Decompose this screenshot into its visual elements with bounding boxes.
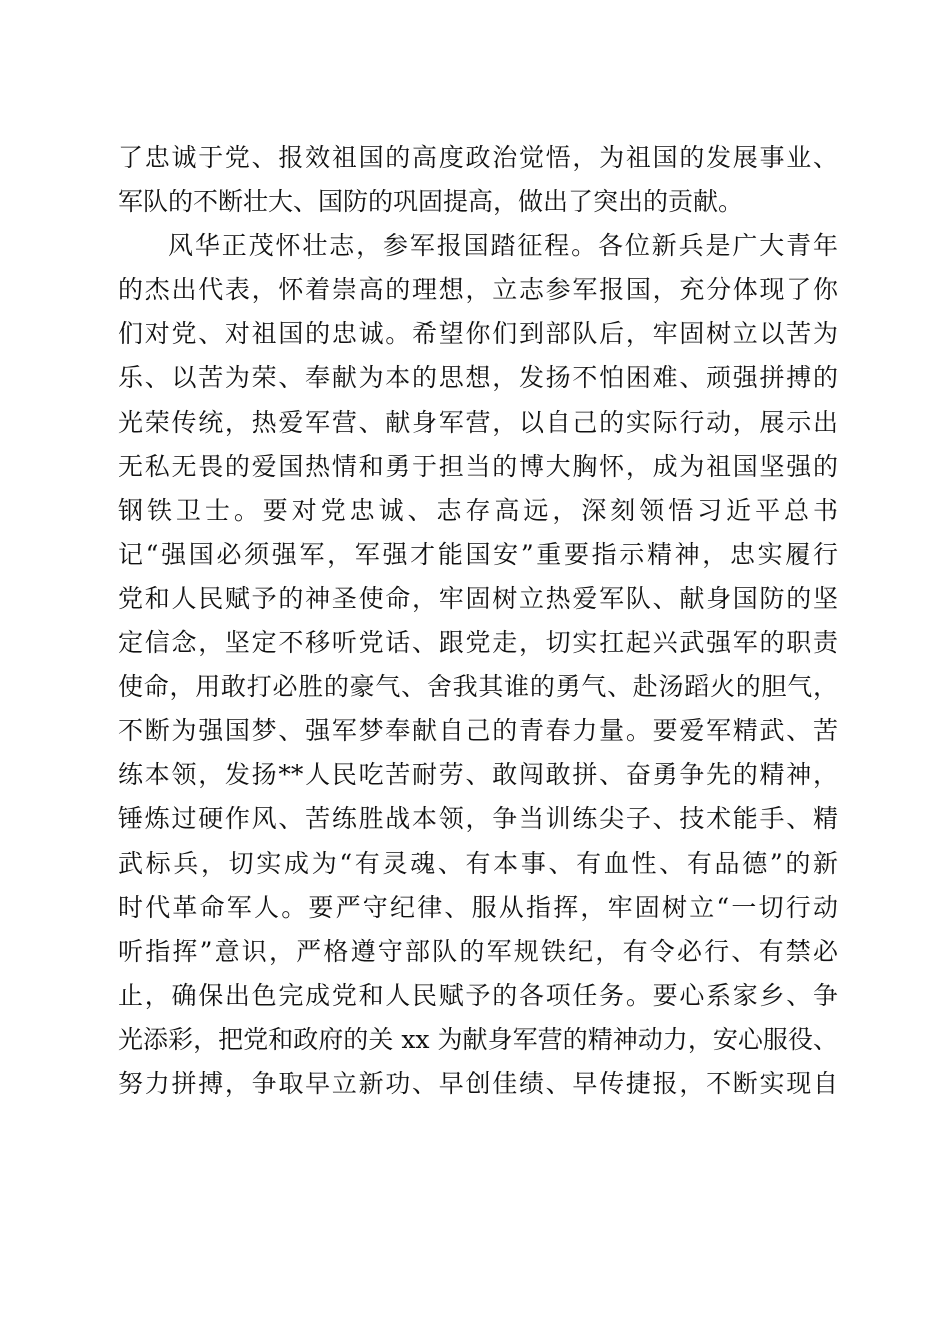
paragraph-line: 不断为强国梦、强军梦奉献自己的青春力量。要爱军精武、苦: [118, 716, 838, 746]
paragraph-line: 使命，用敢打必胜的豪气、舍我其谁的勇气、赴汤蹈火的胆气，: [118, 672, 838, 702]
paragraph-line: 止，确保出色完成党和人民赋予的各项任务。要心系家乡、争: [118, 980, 838, 1010]
paragraph-line: 光荣传统，热爱军营、献身军营，以自己的实际行动，展示出: [118, 407, 838, 437]
paragraph-line: 们对党、对祖国的忠诚。希望你们到部队后，牢固树立以苦为: [118, 319, 838, 349]
paragraph-first-line: 风华正茂怀壮志，参军报国踏征程。各位新兵是广大青年: [168, 231, 838, 261]
paragraph-line: 练本领，发扬**人民吃苦耐劳、敢闯敢拼、奋勇争先的精神，: [118, 760, 838, 790]
paragraph-line: 了忠诚于党、报效祖国的高度政治觉悟，为祖国的发展事业、: [118, 143, 838, 172]
paragraph-line: 光添彩，把党和政府的关 xx 为献身军营的精神动力，安心服役、: [118, 1024, 838, 1054]
paragraph-line: 定信念，坚定不移听党话、跟党走，切实扛起兴武强军的职责: [118, 628, 838, 658]
paragraph-line: 党和人民赋予的神圣使命，牢固树立热爱军队、献身国防的坚: [118, 583, 838, 613]
paragraph-line: 军队的不断壮大、国防的巩固提高，做出了突出的贡献。: [118, 187, 744, 217]
paragraph-line: 乐、以苦为荣、奉献为本的思想，发扬不怕困难、顽强拼搏的: [118, 363, 838, 393]
paragraph-line: 努力拼搏，争取早立新功、早创佳绩、早传捷报，不断实现自: [118, 1068, 838, 1098]
paragraph-line: 锤炼过硬作风、苦练胜战本领，争当训练尖子、技术能手、精: [118, 804, 838, 834]
paragraph-line: 钢铁卫士。要对党忠诚、志存高远，深刻领悟习近平总书: [118, 495, 838, 525]
paragraph-line: 无私无畏的爱国热情和勇于担当的博大胸怀，成为祖国坚强的: [118, 451, 838, 481]
paragraph-line: 的杰出代表，怀着崇高的理想，立志参军报国，充分体现了你: [118, 275, 838, 305]
paragraph-line: 记“强国必须强军，军强才能国安”重要指示精神，忠实履行: [118, 539, 838, 569]
paragraph-line: 时代革命军人。要严守纪律、服从指挥，牢固树立“一切行动: [118, 892, 838, 922]
paragraph-line: 武标兵，切实成为“有灵魂、有本事、有血性、有品德”的新: [118, 848, 838, 878]
document-body: [118, 136, 838, 1106]
paragraph-line: 听指挥”意识，严格遵守部队的军规铁纪，有令必行、有禁必: [118, 936, 838, 966]
